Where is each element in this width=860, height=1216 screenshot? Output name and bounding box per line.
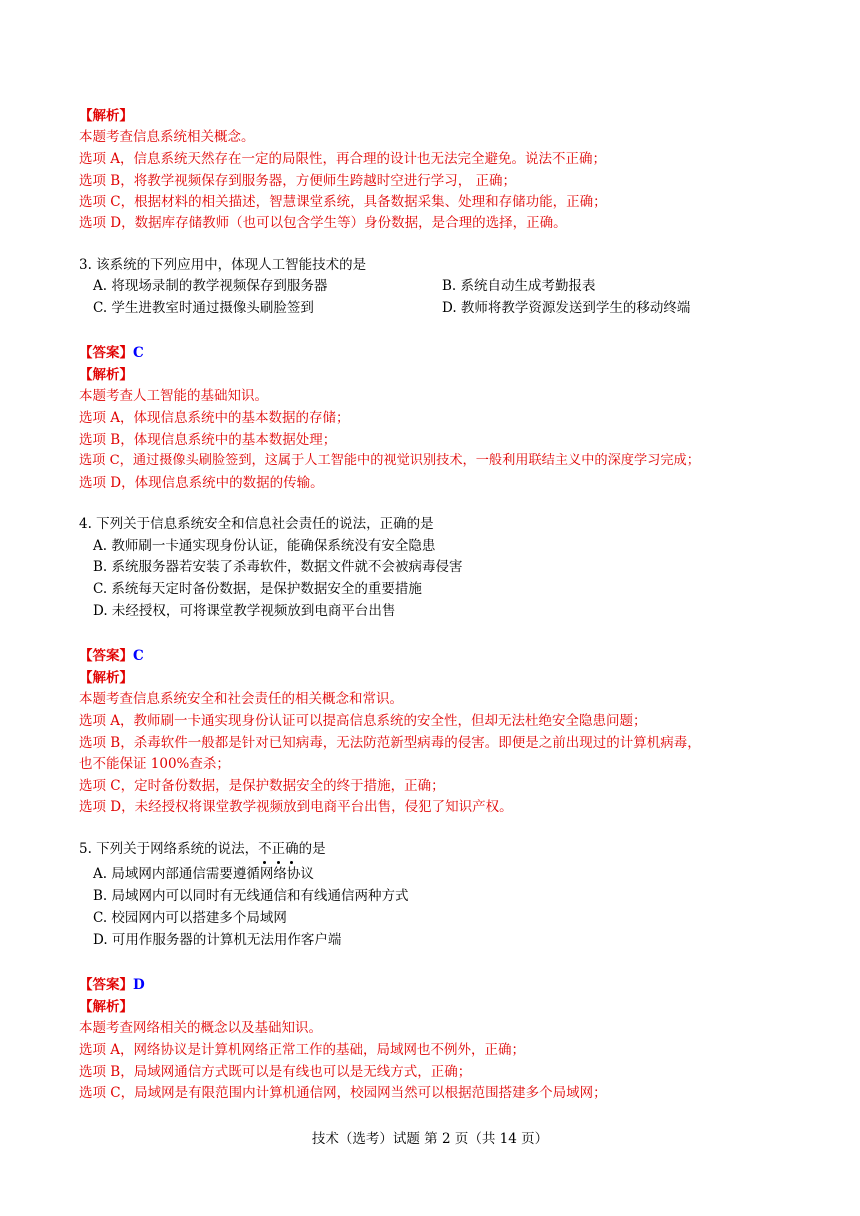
q3-option-b: B. 系统自动生成考勤报表 — [442, 278, 596, 294]
q5-analysis-line: 选项 B，局域网通信方式既可以是有线也可以是无线方式，正确； — [79, 1064, 472, 1080]
q4-stem: 4. 下列关于信息系统安全和信息社会责任的说法，正确的是 — [79, 516, 434, 532]
q3-analysis-line: 选项 D，体现信息系统中的数据的传输。 — [79, 475, 324, 491]
q5-answer-value: D — [133, 977, 145, 993]
q3-answer — [79, 342, 144, 364]
q5-stem-emphasis: 正 — [272, 838, 286, 860]
q2-analysis-line: 选项 A，信息系统天然存在一定的局限性，再合理的设计也无法完全避免。说法不正确； — [79, 151, 607, 167]
q5-answer-label: 【答案】 — [79, 977, 133, 993]
q3-analysis-line: 选项 A，体现信息系统中的基本数据的存储； — [79, 410, 350, 426]
q4-answer — [79, 645, 144, 667]
q2-analysis-line: 选项 D，数据库存储教师（也可以包含学生等）身份数据，是合理的选择，正确。 — [79, 215, 567, 231]
q3-stem: 3. 该系统的下列应用中，体现人工智能技术的是 — [79, 257, 367, 273]
q4-analysis-label: 【解析】 — [79, 670, 133, 686]
q3-answer-label: 【答案】 — [79, 345, 133, 361]
q5-analysis-line: 本题考查网络相关的概念以及基础知识。 — [79, 1020, 322, 1036]
q5-option-d: D. 可用作服务器的计算机无法用作客户端 — [93, 932, 342, 948]
q2-analysis-line: 本题考查信息系统相关概念。 — [79, 129, 255, 145]
q4-option-c: C. 系统每天定时备份数据，是保护数据安全的重要措施 — [93, 581, 422, 597]
q3-analysis-line: 选项 B，体现信息系统中的基本数据处理； — [79, 432, 337, 448]
q2-analysis-line: 选项 B，将教学视频保存到服务器，方便师生跨越时空进行学习， 正确； — [79, 173, 517, 189]
q5-analysis-line: 选项 C，局域网是有限范围内计算机通信网，校园网当然可以根据范围搭建多个局域网； — [79, 1085, 607, 1101]
q3-analysis-line: 本题考查人工智能的基础知识。 — [79, 388, 268, 404]
q2-analysis-line: 选项 C，根据材料的相关描述，智慧课堂系统，具备数据采集、处理和存储功能，正确； — [79, 194, 607, 210]
q5-answer — [79, 974, 145, 996]
q3-analysis-line: 选项 C，通过摄像头刷脸签到，这属于人工智能中的视觉识别技术，一般利用联结主义中的深度学习完成； — [79, 453, 700, 468]
q4-option-b: B. 系统服务器若安装了杀毒软件，数据文件就不会被病毒侵害 — [93, 559, 463, 575]
q4-analysis-line: 也不能保证 100%查杀； — [79, 756, 230, 772]
q5-analysis-line: 选项 A，网络协议是计算机网络正常工作的基础，局域网也不例外，正确； — [79, 1042, 526, 1058]
q5-option-a: A. 局域网内部通信需要遵循网络协议 — [93, 866, 314, 882]
q5-stem-prefix: 5. 下列关于网络系统的说法， — [79, 841, 259, 857]
q4-analysis-line: 选项 B，杀毒软件一般都是针对已知病毒，无法防范新型病毒的侵害。即便是之前出现过的计算机病毒， — [79, 735, 701, 751]
q3-option-c: C. 学生进教室时通过摄像头刷脸签到 — [93, 300, 314, 316]
q4-option-a: A. 教师刷一卡通实现身份认证，能确保系统没有安全隐患 — [93, 538, 436, 554]
page-footer: 技术（选考）试题 第 2 页（共 14 页） — [311, 1131, 549, 1147]
q2-analysis-label: 【解析】 — [79, 108, 133, 124]
q5-stem-suffix: 的是 — [298, 841, 326, 857]
q3-answer-value: C — [133, 345, 144, 361]
q3-analysis-label: 【解析】 — [79, 367, 133, 383]
q3-option-a: A. 将现场录制的教学视频保存到服务器 — [93, 278, 328, 294]
q3-option-d: D. 教师将教学资源发送到学生的移动终端 — [442, 300, 691, 316]
q5-analysis-label: 【解析】 — [79, 999, 133, 1015]
q4-analysis-line: 选项 D，未经授权将课堂教学视频放到电商平台出售，侵犯了知识产权。 — [79, 799, 513, 815]
q5-stem — [79, 838, 326, 860]
q4-analysis-line: 本题考查信息系统安全和社会责任的相关概念和常识。 — [79, 691, 403, 707]
q4-answer-label: 【答案】 — [79, 648, 133, 664]
q5-stem-emphasis: 不 — [258, 838, 272, 860]
q4-analysis-line: 选项 A，教师刷一卡通实现身份认证可以提高信息系统的安全性，但却无法杜绝安全隐患问题； — [79, 713, 647, 729]
q4-analysis-line: 选项 C，定时备份数据，是保护数据安全的终于措施，正确； — [79, 778, 445, 794]
q5-option-b: B. 局域网内可以同时有无线通信和有线通信两种方式 — [93, 888, 409, 904]
q4-answer-value: C — [133, 648, 144, 664]
q5-option-c: C. 校园网内可以搭建多个局域网 — [93, 910, 287, 926]
q5-stem-emphasis: 确 — [285, 838, 299, 860]
q4-option-d: D. 未经授权，可将课堂教学视频放到电商平台出售 — [93, 603, 396, 619]
